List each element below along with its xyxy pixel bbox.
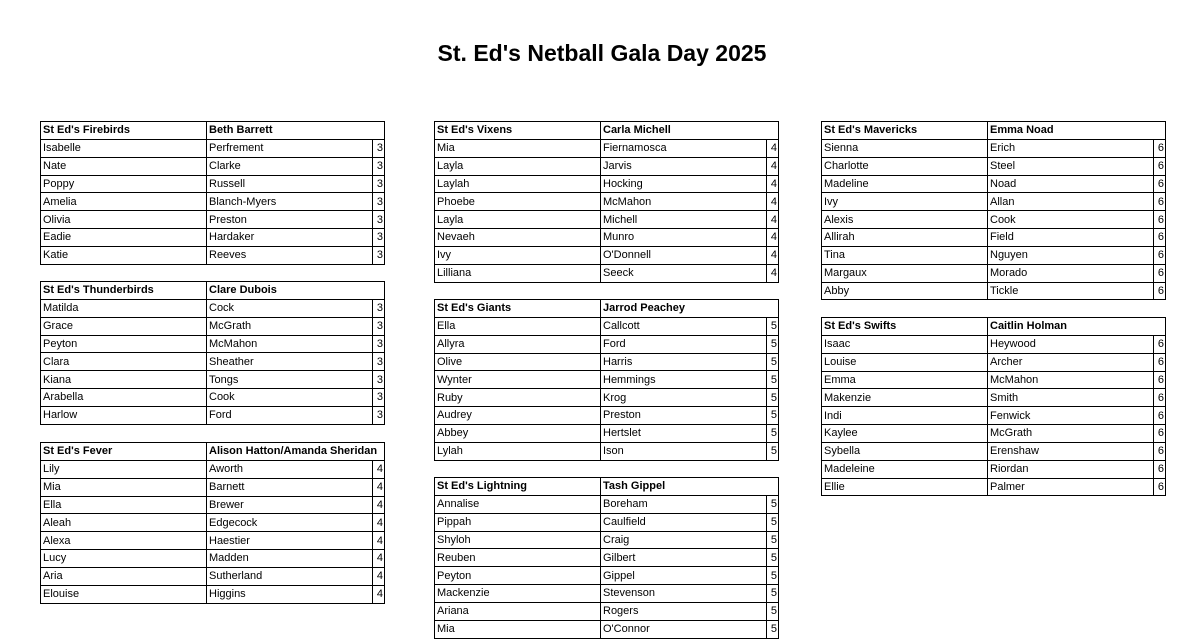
player-group-number: 3 bbox=[373, 389, 385, 407]
player-group-number: 4 bbox=[767, 246, 779, 264]
player-group-number: 3 bbox=[373, 246, 385, 264]
player-last-name: Caulfield bbox=[601, 513, 767, 531]
player-row bbox=[822, 371, 1166, 389]
coach-name: Beth Barrett bbox=[207, 122, 385, 140]
player-row bbox=[41, 229, 385, 247]
player-first-name: Peyton bbox=[435, 567, 601, 585]
player-row bbox=[435, 353, 779, 371]
player-first-name: Kaylee bbox=[822, 425, 988, 443]
player-last-name: O'Connor bbox=[601, 620, 767, 638]
player-first-name: Eadie bbox=[41, 229, 207, 247]
player-row bbox=[822, 442, 1166, 460]
player-last-name: Hardaker bbox=[207, 229, 373, 247]
player-last-name: Erich bbox=[988, 139, 1154, 157]
coach-name: Emma Noad bbox=[988, 122, 1166, 140]
player-row bbox=[435, 211, 779, 229]
player-last-name: Blanch-Myers bbox=[207, 193, 373, 211]
player-last-name: Ford bbox=[207, 406, 373, 424]
team-header-row bbox=[435, 122, 779, 140]
player-first-name: Mia bbox=[435, 139, 601, 157]
team-table-giants bbox=[434, 299, 779, 461]
player-last-name: Heywood bbox=[988, 335, 1154, 353]
player-group-number: 3 bbox=[373, 371, 385, 389]
player-row bbox=[435, 264, 779, 282]
player-last-name: O'Donnell bbox=[601, 246, 767, 264]
player-group-number: 6 bbox=[1154, 264, 1166, 282]
player-last-name: Gippel bbox=[601, 567, 767, 585]
player-first-name: Grace bbox=[41, 317, 207, 335]
player-row bbox=[41, 353, 385, 371]
player-first-name: Ella bbox=[41, 496, 207, 514]
player-row bbox=[822, 246, 1166, 264]
player-first-name: Isabelle bbox=[41, 139, 207, 157]
player-row bbox=[41, 193, 385, 211]
player-group-number: 5 bbox=[767, 585, 779, 603]
player-last-name: McMahon bbox=[601, 193, 767, 211]
player-group-number: 5 bbox=[767, 389, 779, 407]
player-last-name: Fenwick bbox=[988, 407, 1154, 425]
player-last-name: Palmer bbox=[988, 478, 1154, 496]
player-row bbox=[41, 299, 385, 317]
player-last-name: Smith bbox=[988, 389, 1154, 407]
player-group-number: 6 bbox=[1154, 193, 1166, 211]
player-group-number: 6 bbox=[1154, 353, 1166, 371]
player-row bbox=[822, 478, 1166, 496]
team-table-fever bbox=[40, 442, 385, 604]
player-first-name: Lilliana bbox=[435, 264, 601, 282]
player-first-name: Amelia bbox=[41, 193, 207, 211]
player-group-number: 4 bbox=[767, 175, 779, 193]
player-last-name: Hertslet bbox=[601, 424, 767, 442]
player-first-name: Alexis bbox=[822, 211, 988, 229]
player-first-name: Peyton bbox=[41, 335, 207, 353]
coach-name: Clare Dubois bbox=[207, 282, 385, 300]
player-first-name: Elouise bbox=[41, 585, 207, 603]
player-last-name: Tickle bbox=[988, 282, 1154, 300]
player-group-number: 3 bbox=[373, 193, 385, 211]
player-last-name: Preston bbox=[601, 407, 767, 425]
player-group-number: 3 bbox=[373, 229, 385, 247]
player-first-name: Ruby bbox=[435, 389, 601, 407]
team-header-row bbox=[435, 300, 779, 318]
player-group-number: 4 bbox=[373, 585, 385, 603]
team-table-firebirds bbox=[40, 121, 385, 265]
player-first-name: Poppy bbox=[41, 175, 207, 193]
player-group-number: 4 bbox=[373, 550, 385, 568]
player-row bbox=[41, 335, 385, 353]
player-row bbox=[435, 549, 779, 567]
player-row bbox=[435, 157, 779, 175]
player-row bbox=[41, 389, 385, 407]
player-row bbox=[435, 442, 779, 460]
player-row bbox=[435, 620, 779, 638]
player-row bbox=[822, 264, 1166, 282]
player-group-number: 4 bbox=[373, 460, 385, 478]
player-last-name: Hocking bbox=[601, 175, 767, 193]
player-first-name: Ivy bbox=[822, 193, 988, 211]
player-last-name: Stevenson bbox=[601, 585, 767, 603]
player-group-number: 6 bbox=[1154, 425, 1166, 443]
coach-name: Caitlin Holman bbox=[988, 318, 1166, 336]
player-row bbox=[435, 602, 779, 620]
player-last-name: Munro bbox=[601, 229, 767, 247]
player-first-name: Lucy bbox=[41, 550, 207, 568]
player-first-name: Mia bbox=[41, 478, 207, 496]
player-last-name: McGrath bbox=[988, 425, 1154, 443]
player-row bbox=[822, 139, 1166, 157]
player-group-number: 6 bbox=[1154, 371, 1166, 389]
player-row bbox=[41, 460, 385, 478]
player-row bbox=[435, 531, 779, 549]
player-first-name: Harlow bbox=[41, 406, 207, 424]
player-row bbox=[435, 139, 779, 157]
team-name: St Ed's Swifts bbox=[822, 318, 988, 336]
page-title: St. Ed's Netball Gala Day 2025 bbox=[437, 40, 767, 66]
player-first-name: Ariana bbox=[435, 602, 601, 620]
player-first-name: Allirah bbox=[822, 229, 988, 247]
player-first-name: Shyloh bbox=[435, 531, 601, 549]
player-row bbox=[435, 175, 779, 193]
player-last-name: Seeck bbox=[601, 264, 767, 282]
coach-name: Jarrod Peachey bbox=[601, 300, 779, 318]
player-last-name: Brewer bbox=[207, 496, 373, 514]
player-row bbox=[41, 139, 385, 157]
player-row bbox=[435, 513, 779, 531]
player-last-name: Allan bbox=[988, 193, 1154, 211]
player-first-name: Madeleine bbox=[822, 460, 988, 478]
player-row bbox=[435, 424, 779, 442]
player-group-number: 3 bbox=[373, 139, 385, 157]
player-last-name: Edgecock bbox=[207, 514, 373, 532]
player-group-number: 6 bbox=[1154, 478, 1166, 496]
player-row bbox=[41, 406, 385, 424]
player-row bbox=[435, 389, 779, 407]
player-first-name: Arabella bbox=[41, 389, 207, 407]
player-last-name: McMahon bbox=[988, 371, 1154, 389]
player-group-number: 4 bbox=[373, 514, 385, 532]
player-first-name: Ellie bbox=[822, 478, 988, 496]
player-first-name: Nevaeh bbox=[435, 229, 601, 247]
player-group-number: 5 bbox=[767, 424, 779, 442]
player-last-name: Sheather bbox=[207, 353, 373, 371]
player-first-name: Layla bbox=[435, 157, 601, 175]
player-last-name: McMahon bbox=[207, 335, 373, 353]
player-first-name: Reuben bbox=[435, 549, 601, 567]
team-name: St Ed's Lightning bbox=[435, 478, 601, 496]
player-first-name: Layla bbox=[435, 211, 601, 229]
player-group-number: 4 bbox=[767, 229, 779, 247]
player-last-name: McGrath bbox=[207, 317, 373, 335]
player-row bbox=[41, 514, 385, 532]
player-last-name: Gilbert bbox=[601, 549, 767, 567]
player-first-name: Indi bbox=[822, 407, 988, 425]
team-header-row bbox=[822, 122, 1166, 140]
player-row bbox=[435, 229, 779, 247]
player-group-number: 5 bbox=[767, 407, 779, 425]
player-group-number: 6 bbox=[1154, 157, 1166, 175]
team-header-row bbox=[435, 478, 779, 496]
player-first-name: Wynter bbox=[435, 371, 601, 389]
player-group-number: 5 bbox=[767, 495, 779, 513]
player-first-name: Alexa bbox=[41, 532, 207, 550]
player-group-number: 3 bbox=[373, 175, 385, 193]
player-row bbox=[822, 157, 1166, 175]
player-first-name: Kiana bbox=[41, 371, 207, 389]
player-group-number: 3 bbox=[373, 299, 385, 317]
player-first-name: Ella bbox=[435, 317, 601, 335]
player-first-name: Nate bbox=[41, 157, 207, 175]
coach-name: Tash Gippel bbox=[601, 478, 779, 496]
player-group-number: 5 bbox=[767, 442, 779, 460]
player-first-name: Margaux bbox=[822, 264, 988, 282]
player-group-number: 4 bbox=[767, 193, 779, 211]
player-first-name: Lylah bbox=[435, 442, 601, 460]
player-first-name: Sienna bbox=[822, 139, 988, 157]
player-row bbox=[41, 246, 385, 264]
player-row bbox=[822, 175, 1166, 193]
team-table-vixens bbox=[434, 121, 779, 283]
player-last-name: Michell bbox=[601, 211, 767, 229]
player-last-name: Field bbox=[988, 229, 1154, 247]
player-first-name: Clara bbox=[41, 353, 207, 371]
player-group-number: 5 bbox=[767, 531, 779, 549]
player-last-name: Cook bbox=[988, 211, 1154, 229]
player-last-name: Ison bbox=[601, 442, 767, 460]
team-name: St Ed's Vixens bbox=[435, 122, 601, 140]
player-row bbox=[435, 407, 779, 425]
player-first-name: Charlotte bbox=[822, 157, 988, 175]
player-group-number: 3 bbox=[373, 335, 385, 353]
player-first-name: Pippah bbox=[435, 513, 601, 531]
player-row bbox=[822, 460, 1166, 478]
player-row bbox=[41, 157, 385, 175]
player-row bbox=[41, 175, 385, 193]
player-group-number: 4 bbox=[373, 478, 385, 496]
player-first-name: Abbey bbox=[435, 424, 601, 442]
player-first-name: Lily bbox=[41, 460, 207, 478]
player-first-name: Sybella bbox=[822, 442, 988, 460]
player-first-name: Olivia bbox=[41, 211, 207, 229]
player-last-name: Preston bbox=[207, 211, 373, 229]
player-first-name: Mackenzie bbox=[435, 585, 601, 603]
player-group-number: 6 bbox=[1154, 229, 1166, 247]
player-last-name: Cock bbox=[207, 299, 373, 317]
player-last-name: Boreham bbox=[601, 495, 767, 513]
player-group-number: 6 bbox=[1154, 407, 1166, 425]
player-group-number: 5 bbox=[767, 335, 779, 353]
player-group-number: 6 bbox=[1154, 175, 1166, 193]
player-last-name: Tongs bbox=[207, 371, 373, 389]
player-last-name: Callcott bbox=[601, 317, 767, 335]
team-name: St Ed's Giants bbox=[435, 300, 601, 318]
player-last-name: Archer bbox=[988, 353, 1154, 371]
player-last-name: Higgins bbox=[207, 585, 373, 603]
player-row bbox=[435, 246, 779, 264]
player-row bbox=[41, 496, 385, 514]
player-group-number: 3 bbox=[373, 406, 385, 424]
player-last-name: Madden bbox=[207, 550, 373, 568]
player-last-name: Clarke bbox=[207, 157, 373, 175]
team-header-row bbox=[41, 122, 385, 140]
player-group-number: 4 bbox=[767, 157, 779, 175]
player-row bbox=[822, 425, 1166, 443]
player-group-number: 4 bbox=[767, 139, 779, 157]
player-group-number: 6 bbox=[1154, 282, 1166, 300]
player-row bbox=[41, 317, 385, 335]
player-last-name: Harris bbox=[601, 353, 767, 371]
player-last-name: Nguyen bbox=[988, 246, 1154, 264]
player-row bbox=[822, 407, 1166, 425]
player-first-name: Laylah bbox=[435, 175, 601, 193]
player-last-name: Fiernamosca bbox=[601, 139, 767, 157]
player-last-name: Cook bbox=[207, 389, 373, 407]
player-first-name: Isaac bbox=[822, 335, 988, 353]
player-first-name: Abby bbox=[822, 282, 988, 300]
player-group-number: 6 bbox=[1154, 389, 1166, 407]
player-row bbox=[41, 211, 385, 229]
player-group-number: 5 bbox=[767, 620, 779, 638]
player-last-name: Krog bbox=[601, 389, 767, 407]
player-last-name: Sutherland bbox=[207, 567, 373, 585]
player-last-name: Erenshaw bbox=[988, 442, 1154, 460]
team-name: St Ed's Fever bbox=[41, 443, 207, 461]
player-first-name: Ivy bbox=[435, 246, 601, 264]
coach-name: Alison Hatton/Amanda Sheridan bbox=[207, 443, 385, 461]
player-row bbox=[435, 193, 779, 211]
player-last-name: Aworth bbox=[207, 460, 373, 478]
player-row bbox=[822, 193, 1166, 211]
player-group-number: 4 bbox=[767, 264, 779, 282]
player-first-name: Olive bbox=[435, 353, 601, 371]
player-group-number: 3 bbox=[373, 157, 385, 175]
player-row bbox=[822, 229, 1166, 247]
player-row bbox=[822, 282, 1166, 300]
player-group-number: 6 bbox=[1154, 442, 1166, 460]
player-first-name: Makenzie bbox=[822, 389, 988, 407]
player-first-name: Aria bbox=[41, 567, 207, 585]
team-table-thunderbirds bbox=[40, 281, 385, 425]
player-last-name: Reeves bbox=[207, 246, 373, 264]
team-table-lightning bbox=[434, 477, 779, 639]
player-last-name: Haestier bbox=[207, 532, 373, 550]
player-last-name: Jarvis bbox=[601, 157, 767, 175]
player-group-number: 4 bbox=[373, 532, 385, 550]
coach-name: Carla Michell bbox=[601, 122, 779, 140]
player-group-number: 3 bbox=[373, 211, 385, 229]
player-row bbox=[41, 371, 385, 389]
player-group-number: 5 bbox=[767, 353, 779, 371]
player-row bbox=[41, 478, 385, 496]
player-row bbox=[822, 211, 1166, 229]
player-group-number: 6 bbox=[1154, 460, 1166, 478]
player-last-name: Ford bbox=[601, 335, 767, 353]
player-first-name: Louise bbox=[822, 353, 988, 371]
player-first-name: Emma bbox=[822, 371, 988, 389]
player-group-number: 3 bbox=[373, 317, 385, 335]
player-first-name: Katie bbox=[41, 246, 207, 264]
player-group-number: 4 bbox=[373, 567, 385, 585]
player-first-name: Tina bbox=[822, 246, 988, 264]
team-name: St Ed's Mavericks bbox=[822, 122, 988, 140]
team-table-swifts bbox=[821, 317, 1166, 496]
player-row bbox=[435, 495, 779, 513]
player-group-number: 3 bbox=[373, 353, 385, 371]
player-last-name: Morado bbox=[988, 264, 1154, 282]
player-last-name: Russell bbox=[207, 175, 373, 193]
player-row bbox=[435, 371, 779, 389]
player-last-name: Barnett bbox=[207, 478, 373, 496]
player-group-number: 6 bbox=[1154, 246, 1166, 264]
player-first-name: Phoebe bbox=[435, 193, 601, 211]
player-last-name: Noad bbox=[988, 175, 1154, 193]
player-row bbox=[41, 585, 385, 603]
player-group-number: 4 bbox=[373, 496, 385, 514]
player-group-number: 5 bbox=[767, 602, 779, 620]
team-name: St Ed's Firebirds bbox=[41, 122, 207, 140]
team-name: St Ed's Thunderbirds bbox=[41, 282, 207, 300]
player-group-number: 4 bbox=[767, 211, 779, 229]
player-row bbox=[435, 585, 779, 603]
player-last-name: Rogers bbox=[601, 602, 767, 620]
team-header-row bbox=[822, 318, 1166, 336]
team-table-mavericks bbox=[821, 121, 1166, 300]
player-last-name: Perfrement bbox=[207, 139, 373, 157]
player-row bbox=[822, 353, 1166, 371]
player-group-number: 6 bbox=[1154, 335, 1166, 353]
team-header-row bbox=[41, 282, 385, 300]
player-row bbox=[435, 317, 779, 335]
player-group-number: 5 bbox=[767, 513, 779, 531]
player-first-name: Allyra bbox=[435, 335, 601, 353]
player-group-number: 6 bbox=[1154, 211, 1166, 229]
player-first-name: Aleah bbox=[41, 514, 207, 532]
player-group-number: 5 bbox=[767, 317, 779, 335]
player-last-name: Hemmings bbox=[601, 371, 767, 389]
player-first-name: Matilda bbox=[41, 299, 207, 317]
player-row bbox=[41, 532, 385, 550]
player-row bbox=[822, 389, 1166, 407]
player-group-number: 5 bbox=[767, 371, 779, 389]
player-row bbox=[41, 567, 385, 585]
player-last-name: Riordan bbox=[988, 460, 1154, 478]
player-first-name: Annalise bbox=[435, 495, 601, 513]
player-last-name: Craig bbox=[601, 531, 767, 549]
player-last-name: Steel bbox=[988, 157, 1154, 175]
player-first-name: Audrey bbox=[435, 407, 601, 425]
player-first-name: Mia bbox=[435, 620, 601, 638]
team-header-row bbox=[41, 443, 385, 461]
player-row bbox=[435, 567, 779, 585]
player-group-number: 5 bbox=[767, 549, 779, 567]
player-row bbox=[435, 335, 779, 353]
player-row bbox=[822, 335, 1166, 353]
player-group-number: 6 bbox=[1154, 139, 1166, 157]
player-first-name: Madeline bbox=[822, 175, 988, 193]
player-group-number: 5 bbox=[767, 567, 779, 585]
player-row bbox=[41, 550, 385, 568]
